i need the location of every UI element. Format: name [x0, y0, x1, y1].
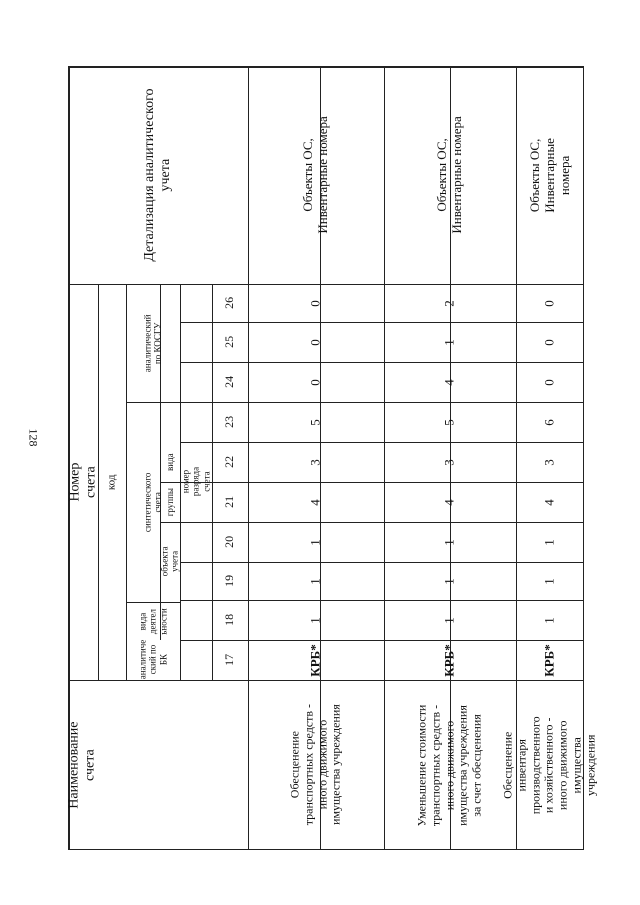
row-1-digit-22: 3 — [307, 458, 323, 466]
row-2-digit-24: 4 — [441, 378, 457, 386]
row-3-name: Обесценение инвентаря производственного и хозяйственного - иного движимого имущества учреждения — [500, 716, 598, 814]
row-1-name: Обесценение транспортных средств - иного движимого имущества учреждения — [287, 704, 343, 826]
row-3-digit-18: 1 — [541, 616, 557, 624]
row-1-digit-24: 0 — [307, 378, 323, 386]
header-kind: вида — [164, 453, 175, 471]
row-2-digit-25: 1 — [441, 338, 457, 346]
header-digit-number: номер разряда счета — [180, 467, 212, 497]
digit-19: 19 — [222, 574, 237, 587]
row-3-digit-22: 3 — [541, 458, 557, 466]
row-2-digit-26: 2 — [441, 299, 457, 307]
digit-25: 25 — [222, 335, 237, 348]
digit-21: 21 — [222, 495, 237, 508]
row-3-digit-17: КРБ* — [541, 643, 557, 677]
table-rule — [384, 66, 385, 850]
header-account-number: Номер счета — [66, 462, 99, 502]
header-activity-type: вида деятел ьности — [137, 608, 169, 636]
row-1-digit-25: 0 — [307, 338, 323, 346]
row-1-digit-23: 5 — [307, 418, 323, 426]
table-rule — [248, 66, 249, 850]
row-1-digit-19: 1 — [307, 577, 323, 585]
digit-23: 23 — [222, 415, 237, 428]
row-3-digit-26: 0 — [541, 299, 557, 307]
digit-22: 22 — [222, 455, 237, 468]
row-2-digit-23: 5 — [441, 418, 457, 426]
row-3-digit-24: 0 — [541, 378, 557, 386]
row-2-digit-19: 1 — [441, 577, 457, 585]
row-2-digit-22: 3 — [441, 458, 457, 466]
row-2-detail: Объекты ОС, Инвентарные номера — [434, 116, 464, 234]
row-3-digit-19: 1 — [541, 577, 557, 585]
row-3-digit-21: 4 — [541, 498, 557, 506]
row-2-name: Уменьшение стоимости транспортных средств - иного движимого имущества учреждения за счет обесценения — [414, 704, 484, 826]
page-number: 128 — [26, 428, 41, 447]
header-account-name: Наименование счета — [66, 721, 99, 809]
digit-26: 26 — [222, 296, 237, 309]
header-analytical-kosgu: аналитический по КОСГУ — [142, 314, 163, 372]
header-group: группы — [164, 487, 175, 517]
header-analytical-bk: аналитиче ский по БК — [137, 640, 169, 680]
digit-20: 20 — [222, 535, 237, 548]
row-1-detail: Объекты ОС, Инвентарные номера — [300, 116, 330, 234]
account-table — [66, 66, 598, 850]
row-1-digit-20: 1 — [307, 538, 323, 546]
row-2-digit-20: 1 — [441, 538, 457, 546]
digit-24: 24 — [222, 375, 237, 388]
row-3-digit-23: 6 — [541, 418, 557, 426]
header-code: код — [105, 474, 118, 490]
row-3-detail: Объекты ОС, Инвентарные номера — [526, 137, 572, 213]
row-1-digit-26: 0 — [307, 299, 323, 307]
header-object-account: объекта учета — [159, 546, 181, 576]
row-1-digit-21: 4 — [307, 498, 323, 506]
row-2-digit-17: КРБ* — [441, 643, 457, 677]
row-3-digit-20: 1 — [541, 538, 557, 546]
row-3-digit-25: 0 — [541, 338, 557, 346]
digit-17: 17 — [222, 653, 237, 666]
row-1-digit-18: 1 — [307, 616, 323, 624]
digit-18: 18 — [222, 613, 237, 626]
row-1-digit-17: КРБ* — [307, 643, 323, 677]
header-detail: Детализация аналитического учета — [141, 88, 173, 262]
row-2-digit-21: 4 — [441, 498, 457, 506]
row-2-digit-18: 1 — [441, 616, 457, 624]
header-synthetic-account: синтетического счета — [142, 472, 163, 532]
